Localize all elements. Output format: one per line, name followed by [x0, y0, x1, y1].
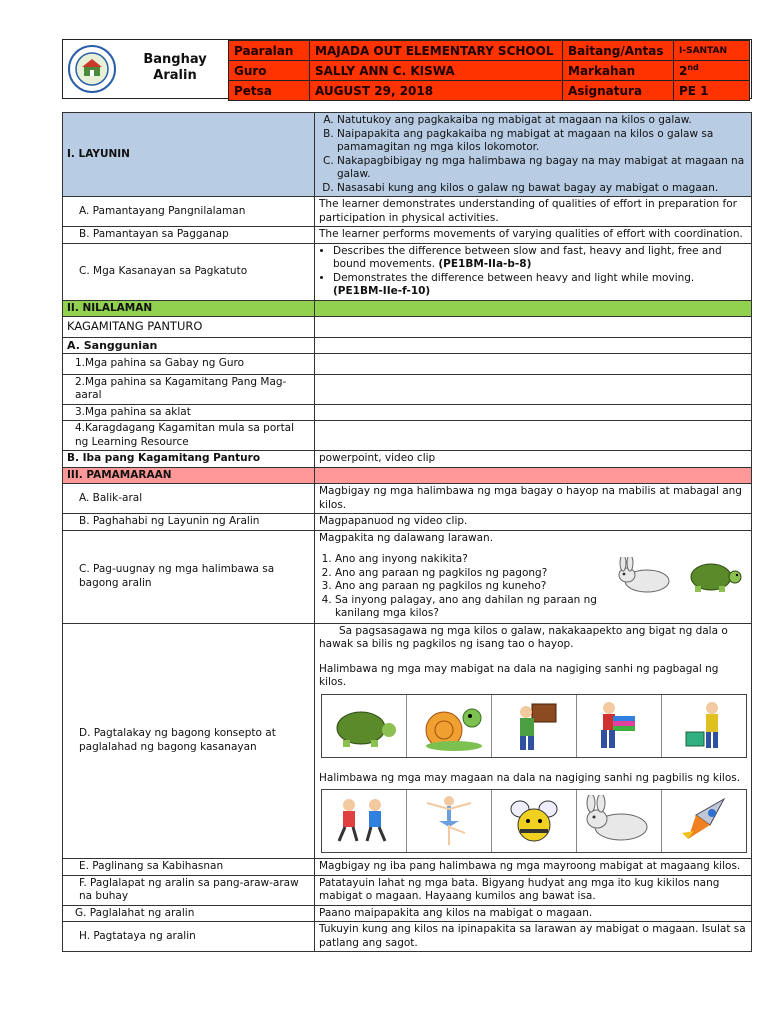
- children-running-icon: [327, 795, 401, 847]
- row-label: C. Mga Kasanayan sa Pagkatuto: [63, 243, 315, 300]
- image-cell: [577, 790, 662, 852]
- row-layunin: [63, 113, 752, 197]
- objective-item: D. Nasasabi kung ang kilos o galaw ng bawat bagay ay mabigat o magaan.: [337, 182, 747, 196]
- objective-item: C. Nakapagbibigay ng mga halimbawa ng bagay na may mabigat at magaan na galaw.: [337, 155, 747, 182]
- row-label: B. Pamantayan sa Pagganap: [63, 227, 315, 244]
- empty-cell: [315, 300, 752, 317]
- row-value: Magbigay ng mga halimbawa ng mga bagay o hayop na mabilis at mabagal ang kilos.: [315, 484, 752, 514]
- light-examples-images: [321, 789, 747, 853]
- row-paglalahat: [63, 905, 752, 922]
- turtle-icon: [681, 555, 743, 595]
- empty-cell: [315, 404, 752, 421]
- objective-item: A. Natutukoy ang pagkakaiba ng mabigat at magaan na kilos o galaw.: [337, 114, 747, 128]
- row-label: 1.Mga pahina sa Gabay ng Guro: [63, 354, 315, 375]
- header-value: AUGUST 29, 2018: [310, 81, 563, 101]
- objective-item: B. Naipapakita ang pagkakaiba ng mabigat at magaan na kilos o galaw sa pamamagitan ng mga kilos lokomotor.: [337, 128, 747, 155]
- pagtalakay-cell: [315, 623, 752, 859]
- row-pag-uugnay: [63, 530, 752, 623]
- header-label: Baitang/Antas: [563, 41, 674, 61]
- header-value: PE 1: [674, 81, 750, 101]
- header-label: Guro: [229, 61, 310, 81]
- competencies-cell: [315, 243, 752, 300]
- doc-title: Banghay Aralin: [143, 52, 207, 83]
- snail-icon: [414, 700, 484, 752]
- paragraph: Sa pagsasagawa ng mga kilos o galaw, nakakaapekto ang bigat ng dala o hawak sa bilis ng pagkilos ng isang tao o hayop.: [319, 624, 728, 650]
- empty-cell: [315, 374, 752, 404]
- empty-cell: [315, 421, 752, 451]
- header-label: Petsa: [229, 81, 310, 101]
- row-kagamitang-mag-aaral: [63, 374, 752, 404]
- row-value: The learner performs movements of varying qualities of effort with coordination.: [315, 227, 752, 244]
- row-gabay-guro: [63, 354, 752, 375]
- row-aklat: [63, 404, 752, 421]
- row-sanggunian: [63, 337, 752, 354]
- rabbit-icon: [581, 795, 657, 847]
- header-title-block: [63, 40, 229, 97]
- image-cell: [577, 695, 662, 757]
- rabbit-icon: [615, 557, 679, 595]
- heavy-examples-images: [321, 694, 747, 758]
- header-row-teacher: [229, 61, 750, 81]
- person-carrying-box-icon: [504, 698, 564, 754]
- rocket-icon: [674, 793, 734, 849]
- header-row-date: [229, 81, 750, 101]
- row-kagamitang-panturo: [63, 317, 752, 338]
- quarter-number: 2: [679, 64, 688, 78]
- row-value: Paano maipapakita ang kilos na mabigat o magaan.: [315, 905, 752, 922]
- document-header: [62, 39, 752, 99]
- row-paglalapat: [63, 875, 752, 905]
- image-cell: [407, 695, 492, 757]
- section-heading-nilalaman: II. NILALAMAN: [63, 300, 315, 317]
- row-nilalaman: [63, 300, 752, 317]
- question-list: [319, 553, 635, 621]
- lesson-plan-table: [62, 112, 752, 952]
- row-value: The learner demonstrates understanding of qualities of effort in preparation for participation in physical activities.: [315, 197, 752, 227]
- row-kasanayan: [63, 243, 752, 300]
- empty-cell: [315, 354, 752, 375]
- image-cell: [407, 790, 492, 852]
- school-seal-icon: [67, 44, 117, 94]
- competency-code: (PE1BM-IIe-f-10): [333, 285, 431, 297]
- row-label: A. Pamantayang Pangnilalaman: [63, 197, 315, 227]
- paragraph: Halimbawa ng mga may magaan na dala na nagiging sanhi ng pagbilis ng kilos.: [319, 771, 741, 784]
- empty-cell: [315, 317, 752, 338]
- header-value: MAJADA OUT ELEMENTARY SCHOOL: [310, 41, 563, 61]
- row-paghahabi: [63, 514, 752, 531]
- row-label: 2.Mga pahina sa Kagamitang Pang Mag-aaral: [63, 374, 315, 404]
- row-label: C. Pag-uugnay ng mga halimbawa sa bagong aralin: [63, 530, 315, 623]
- objectives-cell: [315, 113, 752, 197]
- quarter-suffix: nd: [687, 63, 699, 72]
- image-cell: [322, 695, 407, 757]
- header-value: I-SANTAN: [674, 41, 750, 61]
- objectives-list: [319, 114, 747, 195]
- competency-text: Demonstrates the difference between heavy and light while moving.: [333, 271, 695, 284]
- row-label: A. Balik-aral: [63, 484, 315, 514]
- row-label: F. Paglalapat ng aralin sa pang-araw-araw na buhay: [63, 875, 315, 905]
- row-value: Magpapanuod ng video clip.: [315, 514, 752, 531]
- image-cell: [662, 695, 746, 757]
- row-value: Patatayuin lahat ng mga bata. Bigyang hudyat ang mga ito kug kikilos nang mabigat o magaan. Hayaang kumilos ang bawat isa.: [315, 875, 752, 905]
- row-label: B. Iba pang Kagamitang Panturo: [63, 451, 315, 468]
- empty-cell: [315, 467, 752, 484]
- competency-item: [333, 272, 747, 299]
- competency-code: (PE1BM-IIa-b-8): [438, 258, 532, 270]
- header-label: Markahan: [563, 61, 674, 81]
- header-label: Paaralan: [229, 41, 310, 61]
- image-cell: [322, 790, 407, 852]
- row-value: powerpoint, video clip: [315, 451, 752, 468]
- competency-text: Describes the difference between slow and fast, heavy and light, free and bound movements.: [333, 244, 722, 270]
- empty-cell: [315, 337, 752, 354]
- question-item: 3. Ano ang paraan ng pagkilos ng kuneho?: [335, 580, 635, 594]
- bee-icon: [504, 793, 564, 849]
- row-label: D. Pagtalakay ng bagong konsepto at paglalahad ng bagong kasanayan: [63, 623, 315, 859]
- row-label: 3.Mga pahina sa aklat: [63, 404, 315, 421]
- row-pagtataya: [63, 922, 752, 952]
- row-pamamaraan: [63, 467, 752, 484]
- ballerina-icon: [419, 793, 479, 849]
- competencies-list: [319, 245, 747, 299]
- row-iba-pang-kagamitan: [63, 451, 752, 468]
- row-value: Magbigay ng iba pang halimbawa ng mga mayroong mabigat at magaang kilos.: [315, 859, 752, 876]
- header-row-school: [229, 41, 750, 61]
- section-heading-pamamaraan: III. PAMAMARAAN: [63, 467, 315, 484]
- header-value: SALLY ANN C. KISWA: [310, 61, 563, 81]
- pag-uugnay-cell: [315, 530, 752, 623]
- row-label: H. Pagtataya ng aralin: [63, 922, 315, 952]
- row-pamantayan-sa-pagganap: [63, 227, 752, 244]
- row-label: E. Paglinang sa Kabihasnan: [63, 859, 315, 876]
- header-label: Asignatura: [563, 81, 674, 101]
- intro-text: Magpakita ng dalawang larawan.: [319, 531, 494, 544]
- image-cell: [492, 695, 577, 757]
- row-label: B. Paghahabi ng Layunin ng Aralin: [63, 514, 315, 531]
- row-pamantayang-pangnilalaman: [63, 197, 752, 227]
- image-cell: [492, 790, 577, 852]
- row-balik-aral: [63, 484, 752, 514]
- question-item: 1. Ano ang inyong nakikita?: [335, 553, 635, 567]
- competency-item: [333, 245, 747, 272]
- paragraph: Halimbawa ng mga may mabigat na dala na nagiging sanhi ng pagbagal ng kilos.: [319, 662, 719, 688]
- row-label: G. Paglalahat ng aralin: [63, 905, 315, 922]
- image-cell: [662, 790, 746, 852]
- child-carrying-books-icon: [589, 698, 649, 754]
- row-label: A. Sanggunian: [63, 337, 315, 354]
- row-value: Tukuyin kung ang kilos na ipinapakita sa larawan ay mabigat o magaan. Isulat sa patlang ang sagot.: [315, 922, 752, 952]
- section-heading-layunin: I. LAYUNIN: [63, 113, 315, 197]
- question-item: 2. Ano ang paraan ng pagkilos ng pagong?: [335, 567, 635, 581]
- row-pagtalakay: [63, 623, 752, 859]
- row-karagdagang-kagamitan: [63, 421, 752, 451]
- turtle-icon: [329, 702, 399, 750]
- header-value: [674, 61, 750, 81]
- question-item: 4. Sa inyong palagay, ano ang dahilan ng paraan ng kanilang mga kilos?: [335, 594, 635, 621]
- header-info-table: [228, 40, 750, 101]
- row-label: 4.Karagdagang Kagamitan mula sa portal ng Learning Resource: [63, 421, 315, 451]
- row-paglinang: [63, 859, 752, 876]
- row-label: KAGAMITANG PANTURO: [63, 317, 315, 338]
- child-carrying-bucket-icon: [674, 698, 734, 754]
